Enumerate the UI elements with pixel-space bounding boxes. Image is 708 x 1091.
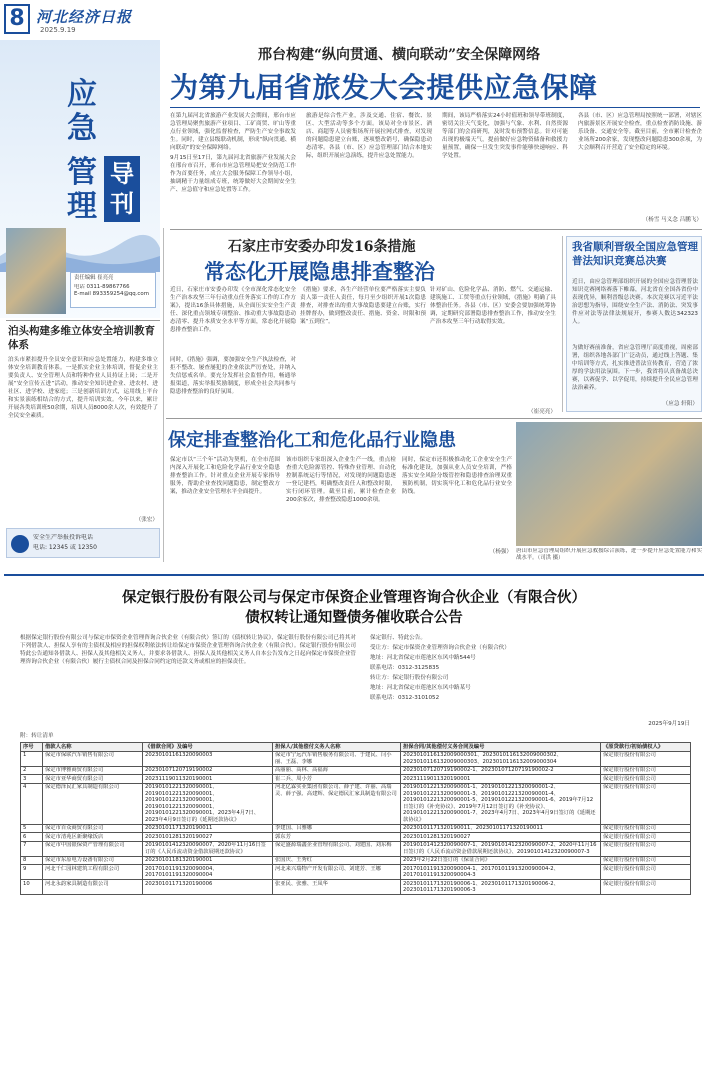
- page-number: 8: [4, 4, 30, 34]
- cell-borrower: 保定市博雅商贸有限公司: [43, 766, 143, 775]
- hotline-box: [6, 528, 160, 558]
- assignee-name: 受让方：保定市保资企业管理咨询合伙企业（有限合伙）: [370, 645, 510, 651]
- announcement-divider: [4, 574, 704, 576]
- table-row: [21, 824, 691, 833]
- cell-borrower: 保定市保联汽车销售有限公司: [43, 751, 143, 766]
- cell-guarantor: 张国庆、王秀红: [273, 856, 401, 865]
- cell-borrower: 保定市中国银保资产管理有限公司: [43, 841, 143, 856]
- announcement-body: 根据保定银行股份有限公司与保定市保资企业管理咨询合伙企业（有限合伙）签订的《债权转让协议》，保定银行股份有限公司已将其对下列借款人、担保人享有的主债权及相应的担保权利依法转让给保定市保资企业管理咨询合伙企业（有限合伙）。保定银行股份有限公司特此公告通知各借款人、担保人及其他相关义务人，并要求各借款人、担保人及其他相关义务人自本公告发布之日起向保定市保资企业管理咨询合伙企业（有限合伙）履行主债权合同及担保合同约定的还款义务或相应的担保责任。: [20, 635, 356, 665]
- cell-loan-contract: 20230101171320190006: [143, 880, 273, 895]
- cell-loan-contract: 20231119011320190001: [143, 775, 273, 784]
- article3-title: 保定排查整治化工和危化品行业隐患: [168, 430, 456, 451]
- cell-guarantee-contract: 20190101412320090007-1、20190101412320090007-2、2020年11月16日签订的《人民币流动资金借款展期还款协议》、20190101412320090007-3: [401, 841, 601, 856]
- article2-byline: （崔亮亮）: [528, 409, 556, 415]
- article2-col-4: 同时，《措施》强调，要加强安全生产执法检查，对拒不整改、屡查屡犯的企业依法严厉查处，并纳入失信惩戒名单。要充分发挥社会监督作用，畅通举报渠道，落实举报奖励制度，形成全社会共同参与隐患排查整治的良好氛围。: [170, 357, 296, 395]
- cell-guarantee-contract: 20230107120719190002-1、20230107120719190002-2: [401, 766, 601, 775]
- cell-borrower: 保定市百众商贸有限公司: [43, 824, 143, 833]
- article3-col-3: 同时，保定市还积极推动化工企业安全生产标准化建设，加强从业人员安全培训，严格落实安全风险分级管控和隐患排查治理双重预防机制，切实筑牢化工和危化品行业安全防线。: [402, 457, 512, 495]
- assignee-phone: 联系电话：0312-3125835: [370, 665, 440, 671]
- cell-seq: 8: [21, 856, 43, 865]
- cell-loan-contract: 20230101171320190011: [143, 824, 273, 833]
- article2-col-2: 《措施》要求，各生产经营单位要严格落实主要负责人第一责任人责任，每月至少组织开展1次隐患排查，对排查出的重大事故隐患要建立台账，实行挂牌督办，做到整改责任、措施、资金、时限和预案“五到位”。: [300, 287, 426, 325]
- cell-original-creditor: 保定银行股份有限公司: [601, 841, 691, 856]
- sidebar-left-title: 泊头构建多维立体安全培训教育体系: [8, 325, 155, 351]
- article2-kicker: 石家庄市安委办印发16条措施: [228, 239, 416, 255]
- sidebar-right-title: 我省顺利晋级全国应急管理普法知识竞赛总决赛: [572, 241, 698, 267]
- col-header-borrower: 借款人名称: [43, 743, 143, 752]
- cell-seq: 5: [21, 824, 43, 833]
- cell-guarantor: 崔二兵、周小芳: [273, 775, 401, 784]
- table-row: [21, 865, 691, 880]
- article2-title: 常态化开展隐患排查整治: [204, 259, 435, 284]
- column-guide-box: [104, 156, 140, 222]
- editor-name: 责任编辑 崔亮亮: [74, 275, 114, 281]
- col-header-loan-contract: 《借款合同》及编号: [143, 743, 273, 752]
- guide-char-2: 刊: [110, 190, 134, 218]
- cell-guarantor: 保定市宁远汽车销售服务有限公司、于建民、闫小丽、王磊、李娜: [273, 751, 401, 766]
- cell-guarantee-contract: 2023年2月22日签订的《保证合同》: [401, 856, 601, 865]
- cell-guarantee-contract: 20230101171320190006-1、20230101171320190006-2、20230101171320190006-3: [401, 880, 601, 895]
- cell-guarantor: 李建国、吕雅娜: [273, 824, 401, 833]
- column-title-char-3: 管: [67, 155, 97, 190]
- assignor-address: 地址：河北省保定市莲池区东风中路某号: [370, 685, 471, 691]
- article2-col-3: 针对矿山、危险化学品、消防、燃气、交通运输、建筑施工、工贸等重点行业领域，《措施》明确了具体整治任务。各县（市、区）安委会要加强统筹协调，定期研究部署隐患排查整治工作，推动安全生产治本攻坚三年行动取得实效。: [430, 287, 556, 325]
- sidebar-right-byline: （应急 轩阳）: [662, 401, 698, 407]
- cell-guarantee-contract: 20230101281320190027: [401, 833, 601, 842]
- cell-original-creditor: 保定银行股份有限公司: [601, 766, 691, 775]
- cell-original-creditor: 保定银行股份有限公司: [601, 833, 691, 842]
- table-row: [21, 766, 691, 775]
- cell-borrower: 保定德泽民汇家具制造有限公司: [43, 783, 143, 824]
- cell-guarantor: 郭东芳: [273, 833, 401, 842]
- cell-borrower: 河北千仁园林建筑工程有限公司: [43, 865, 143, 880]
- table-row: [21, 751, 691, 766]
- announcement-title-line-2: 债权转让通知暨债务催收联合公告: [245, 609, 463, 626]
- newspaper-name: 河北经济日报: [36, 8, 133, 26]
- table-row: [21, 856, 691, 865]
- lead-col-4: 各县（市、区）应急管理局按照统一部署，对辖区内旅游景区开展安全检查，重点检查消防设施、游乐设备、交通安全等。截至目前，全市累计检查企业场所200余家，发现整改问题隐患300余项，为大会顺利召开营造了安全稳定的环境。: [578, 113, 702, 151]
- cell-guarantor: 高丽丽、高林、高福海: [273, 766, 401, 775]
- table-caption: 附：转让清单: [20, 733, 54, 739]
- column-title-char-4: 理: [67, 189, 97, 224]
- cell-seq: 3: [21, 775, 43, 784]
- assignor-name: 转让方：保定银行股份有限公司: [370, 675, 449, 681]
- cell-guarantor: 张亚民、张雅、王凤华: [273, 880, 401, 895]
- lead-col-2: 旅游是综合性产业，涉及交通、住宿、餐饮、景区、大型活动等多个方面。该局对全市景区、酒店、商超等人员密集场所开展拉网式排查，对发现的问题隐患建立台账，逐项整改销号，确保隐患动态清零。各县（市、区）应急管理部门结合本地实际，组织开展应急演练，提升应急处置能力。: [306, 113, 432, 159]
- cell-guarantee-contract: 20190101221320090001-1、20190101221320090001-2、20190101221320090001-3、20190101221320090001-4、20190101221320090001-5、20190101221320090001-6、2019年7月12日签订的《补充协议》、2019年7月12日签订的《补充协议》、20190101221320090001-7、2023年4月7日、2023年4月9日签订的《延期还款协议》: [401, 783, 601, 824]
- rescue-drill-photo: [516, 422, 702, 546]
- sidebar-right-body-2: 为做好赛前准备，省应急管理厅高度重视，周密部署，组织各地各部门广泛动员，通过线上答题、集中培训等方式，扎实推进普法宣传教育，营造了浓厚的学法用法氛围。下一步，我省将认真备战总决赛，以赛促学、以学促用，持续提升全民应急管理法治素养。: [572, 345, 698, 391]
- lead-intro: 在第九届河北省旅游产业发展大会期间，邢台市应急管理局聚焦旅游产业项目、工矿商贸、旷山等重点行业领域，强化监督检查，严防生产安全事故发生。同时，建立县级联动机制，形成“纵向贯通、横向联动”的安全保障网络。: [170, 113, 296, 151]
- shield-icon: [11, 535, 29, 553]
- column-title-char-1: 应: [67, 77, 97, 112]
- cell-borrower: 河北永韵家具制造有限公司: [43, 880, 143, 895]
- announcement-closing: 保定银行、特此公告。: [370, 635, 426, 641]
- cell-original-creditor: 保定银行股份有限公司: [601, 865, 691, 880]
- cell-original-creditor: 保定银行股份有限公司: [601, 783, 691, 824]
- guide-char-1: 导: [110, 160, 134, 188]
- cell-borrower: 保定市亚华商贸有限公司: [43, 775, 143, 784]
- col-header-guarantor: 担保人/其他偿付义务人名称: [273, 743, 401, 752]
- cell-seq: 9: [21, 865, 43, 880]
- column-title-char-2: 急: [67, 111, 97, 146]
- table-row: [21, 783, 691, 824]
- col-header-guarantee-contract: 担保合同/其他偿付义务合同及编号: [401, 743, 601, 752]
- table-row: [21, 841, 691, 856]
- announcement-date: 2025年9月19日: [648, 721, 690, 727]
- safety-poster-image: [6, 228, 66, 314]
- cell-original-creditor: 保定银行股份有限公司: [601, 751, 691, 766]
- article3-byline: （杨强）: [489, 549, 512, 555]
- cell-guarantor: 保定盛源瑞鑫企业管理有限公司、刘建国、刘东梅: [273, 841, 401, 856]
- table-header-row: [21, 743, 691, 752]
- transfer-list-table: [20, 742, 691, 895]
- cell-original-creditor: 保定银行股份有限公司: [601, 824, 691, 833]
- cell-borrower: 保定市清苑区新聚缘饭店: [43, 833, 143, 842]
- table-row: [21, 775, 691, 784]
- cell-loan-contract: 20230101181320190001: [143, 856, 273, 865]
- cell-loan-contract: 20170101191320090004、20170101191320090004: [143, 865, 273, 880]
- table-row: [21, 833, 691, 842]
- cell-original-creditor: 保定银行股份有限公司: [601, 775, 691, 784]
- editor-email: E-mail 893359254@qq.com: [74, 291, 149, 297]
- cell-seq: 2: [21, 766, 43, 775]
- article3-col-1: 保定市以“三个年”活动为契机，在全市范围内深入开展化工和危险化学品行业安全隐患排查整治工作。针对重点企业开展专家指导服务，帮助企业查找问题隐患，制定整改方案，推动企业安全管理水平全面提升。: [170, 457, 280, 495]
- cell-guarantor: 河北来兴瑞物产开发有限公司、刘建芳、王娜: [273, 865, 401, 880]
- sidebar-left-byline: （张宏）: [135, 517, 158, 523]
- cell-loan-contract: 20230107120719190002: [143, 766, 273, 775]
- cell-guarantee-contract: 20231119011320190001: [401, 775, 601, 784]
- cell-seq: 10: [21, 880, 43, 895]
- assignee-address: 地址：河北省保定市莲池区东风中路544号: [370, 655, 476, 661]
- cell-loan-contract: 20230101281320190027: [143, 833, 273, 842]
- lead-title: 为第九届省旅发大会提供应急保障: [170, 71, 598, 104]
- cell-loan-contract: 20190101221320090001、20190101221320090001、20190101221320090001、20190101221320090001、20190101221320090001、2023年4月7日、2023年4月9日签订的《延期还款协议》: [143, 783, 273, 824]
- lead-kicker: 邢台构建“纵向贯通、横向联动”安全保障网络: [258, 47, 541, 63]
- cell-guarantee-contract: 20170101191320090004-1、20170101191320090004-2、20170101191320090004-3: [401, 865, 601, 880]
- cell-original-creditor: 保定银行股份有限公司: [601, 880, 691, 895]
- cell-loan-contract: 20190101412320090007、2020年11月16日签订的《人民币流动资金借款展期还款协议》: [143, 841, 273, 856]
- sidebar-right-body-1: 近日，由应急管理部组织开展的全国应急管理普法知识竞赛网络赛落下帷幕，河北省在全国各省份中表现优异，顺利晋级总决赛。本次竞赛以习近平法治思想为指导，围绕安全生产法、消防法、突发事件应对法等法律法规展开，参赛人数达342323人。: [572, 279, 698, 325]
- publication-date: 2025.9.19: [40, 26, 76, 34]
- cell-borrower: 保定市东原电力设备有限公司: [43, 856, 143, 865]
- photo-caption: 唐山市应急管理局组织开展应急救援综合演练，进一步提升应急处置能力和实战水平。（司洪 摄）: [516, 548, 702, 561]
- cell-seq: 4: [21, 783, 43, 824]
- cell-loan-contract: 20230101161320090003: [143, 751, 273, 766]
- cell-original-creditor: 保定银行股份有限公司: [601, 856, 691, 865]
- article3-col-2: 该市组织专家组深入企业生产一线，重点检查重大危险源管控、特殊作业管理、自动化控制系统运行等情况，对发现的问题隐患逐一登记建档，明确整改责任人和整改时限，实行闭环管理。截至目前，累计检查企业200余家次，排查整改隐患1000余项。: [286, 457, 396, 503]
- sidebar-left-body: 泊头市紧扣提升全员安全意识和应急处置能力，构建多维立体安全培训教育体系。一是抓实企业主体培训，督促企业主要负责人、安全管理人员和特种作业人员持证上岗；二是开展“安全宣传五进”活动，推动安全知识进企业、进农村、进社区、进学校、进家庭；三是创新培训方式，运用线上平台和实景演练相结合的方式，提升培训实效。今年以来，累计开展各类培训班50余期，培训人员8000余人次，有效提升了全民安全素质。: [8, 357, 158, 419]
- cell-seq: 1: [21, 751, 43, 766]
- lead-byline: （杨雪 马义念 吕鹏飞）: [642, 217, 702, 223]
- article2-col-1: 近日，石家庄市安委办印发《全市深化常态化安全生产治本攻坚三年行动重点任务落实工作的工作方案》，提出16条具体措施，从全面压实安全生产责任、深化重点领域专项整治、推动重大事故隐患动态清零、提升本质安全水平等方面，常态化开展隐患排查整治工作。: [170, 287, 296, 333]
- cell-guarantee-contract: 2023010116132009000301、2023010116132009000302、2023010116132009000303、2023010116132009000304: [401, 751, 601, 766]
- hotline-number: 电话: 12345 或 12350: [33, 544, 97, 551]
- cell-seq: 6: [21, 833, 43, 842]
- cell-guarantee-contract: 20230101171320190011、20230101171320190011: [401, 824, 601, 833]
- col-header-seq: 序号: [21, 743, 43, 752]
- editor-info-box: [70, 272, 156, 308]
- col-header-original-creditor: 《原贷款行/初始债权人》: [601, 743, 691, 752]
- lead-col-3: 期间，该局严格落实24小时值班和领导带班制度，密切关注天气变化，加强与气象、水利、自然资源等部门的会商研判，及时发布预警信息。针对可能出现的极端天气，提前做好应急物资储备和救援力量预置，确保一旦发生突发事件能够快速响应、科学处置。: [442, 113, 568, 159]
- announcement-title-line-1: 保定银行股份有限公司与保定市保资企业管理咨询合伙企业（有限合伙）: [122, 589, 586, 606]
- table-row: [21, 880, 691, 895]
- assignor-phone: 联系电话：0312-3101052: [370, 695, 440, 701]
- hotline-label: 安全生产举报投诉电话: [33, 534, 94, 541]
- lead-col-1: 9月15日至17日，第九届河北省旅游产业发展大会在邢台市召开，邢台市应急管理局把安全防范工作作为首要任务，成立大会服务保障工作领导小组，抽调精干力量组成专班，统筹做好大会期间安全生产、应急值守和应急处置等工作。: [170, 155, 296, 193]
- cell-seq: 7: [21, 841, 43, 856]
- cell-guarantor: 河北亿霖实业集团有限公司、薛子建、许丽、高瑞灵、薛子强、高建辉、保定德民汇家具制造有限公司: [273, 783, 401, 824]
- editor-phone: 电话 0311-89867766: [74, 284, 130, 290]
